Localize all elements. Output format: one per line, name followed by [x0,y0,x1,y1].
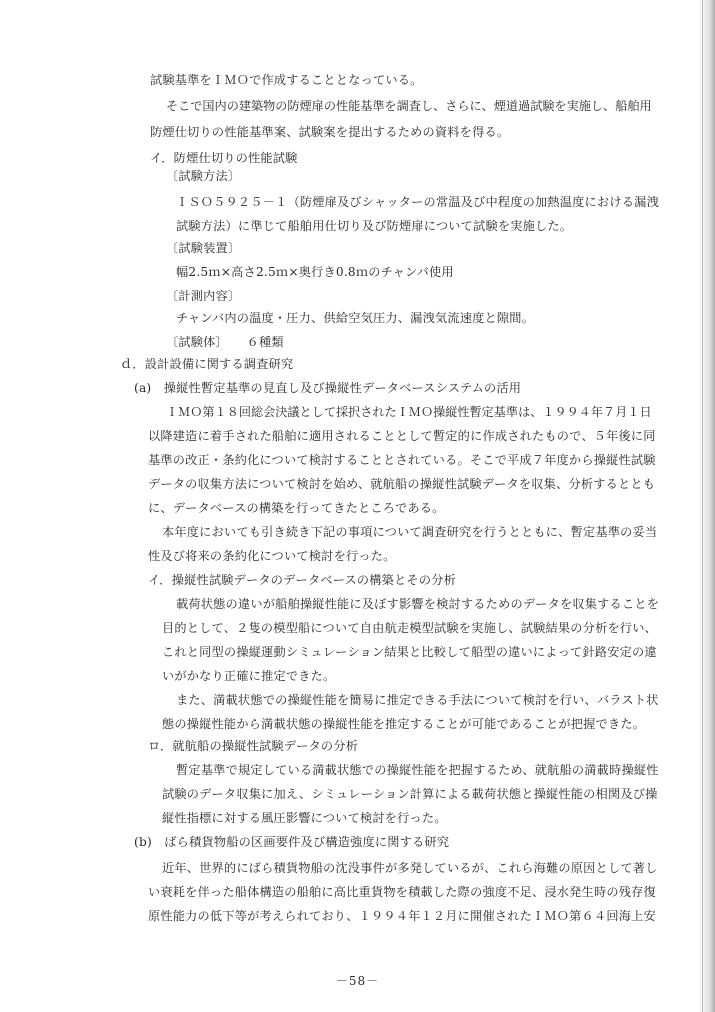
text-line: また、満載状態での操縦性能を簡易に推定できる手法について検討を行い、バラスト状 [176,693,659,707]
subheading: 〔試験方法〕 [166,169,241,183]
text-line: ＩＳＯ５９２５－１（防煙扉及びシャッターの常温及び中程度の加熱温度における漏洩 [176,195,659,209]
text-line: 以降建造に着手された船舶に適用されることとして暫定的に作成されたもので、５年後に同 [148,429,656,443]
text-line: これと同型の操縦運動シミュレーション結果と比較して船型の違いによって針路安定の違 [162,645,657,659]
text-line: 目的として、２隻の模型船について自由航走模型試験を実施し、試験結果の分析を行い、 [162,621,658,635]
page-edge-shadow [697,0,715,1012]
subheading: 〔計測内容〕 [166,289,241,303]
section-heading: ｄ．設計設備に関する調査研究 [120,357,294,371]
text-line: い衰耗を伴った船体構造の船舶に高比重貨物を積載した際の強度不足、浸水発生時の残存復 [148,885,656,899]
text-line: いがかなり正確に推定できた。 [162,669,336,683]
text-line: 近年、世界的にばら積貨物船の沈没事件が多発しているが、これら海難の原因として著し [162,861,658,875]
heading: イ．操縦性試験データのデータベースの構築とその分析 [148,573,456,587]
text-line: 幅2.5ｍ×高さ2.5ｍ×奥行き0.8ｍのチャンバ使用 [176,265,454,279]
text-line: 試験基準をＩＭＯで作成することとなっている。 [150,73,423,87]
text-line: 態の操縦性能から満載状態の操縦性能を推定することが可能であることが把握できた。 [162,717,646,731]
text-line: 防煙仕切りの性能基準案、試験案を提出するための資料を得る。 [150,125,510,139]
text-line: 基準の改正・条約化について検討することとされている。そこで平成７年度から操縦性試験 [148,453,656,467]
text-line: 暫定基準で規定している満載状態での操縦性能を把握するため、就航船の満載時操縦性 [176,763,659,777]
text-line: 縦性指標に対する風圧影響について検討を行った。 [162,811,447,825]
text-line: 性及び将来の条約化について検討を行った。 [148,549,396,563]
text-line: 試験のデータ収集に加え、シミュレーション計算による載荷状態と操縦性能の相関及び操 [162,787,658,801]
text-line: データの収集方法について検討を始め、就航船の操縦性試験データを収集、分析するととも [148,477,656,491]
subheading: 〔試験装置〕 [166,241,241,255]
section-heading: (b) ばら積貨物船の区画要件及び構造強度に関する研究 [134,835,450,849]
text-line: 原性能力の低下等が考えられており、１９９４年１２月に開催されたＩＭＯ第６４回海上安 [148,909,656,923]
section-heading: (a) 操縦性暫定基準の見直し及び操縦性データベースシステムの活用 [134,381,522,395]
text-line: 本年度においても引き続き下記の事項について調査研究を行うとともに、暫定基準の妥当 [162,525,658,539]
text-line: そこで国内の建築物の防煙扉の性能基準を調査し、さらに、煙道過試験を実施し、船舶用 [166,99,652,113]
text-line: 試験方法）に準じて船舶用仕切り及び防煙扉について試験を実施した。 [176,219,573,233]
heading: イ．防煙仕切りの性能試験 [150,151,298,165]
text-line: に、データベースの構築を行ってきたところである。 [148,501,445,515]
text-line: ＩＭＯ第１８回総会決議として採択されたＩＭＯ操縦性暫定基準は、１９９４年７月１日 [166,405,652,419]
page-number: －58－ [335,974,380,988]
heading: ロ．就航船の操縦性試験データの分析 [148,739,359,753]
text-line: 〔試験体〕 ６種類 [166,335,284,349]
text-line: 載荷状態の違いが船舶操縦性能に及ぼす影響を検討するためのデータを収集することを [176,597,660,611]
text-line: チャンバ内の温度・圧力、供給空気圧力、漏洩気流速度と隙間。 [176,311,535,325]
